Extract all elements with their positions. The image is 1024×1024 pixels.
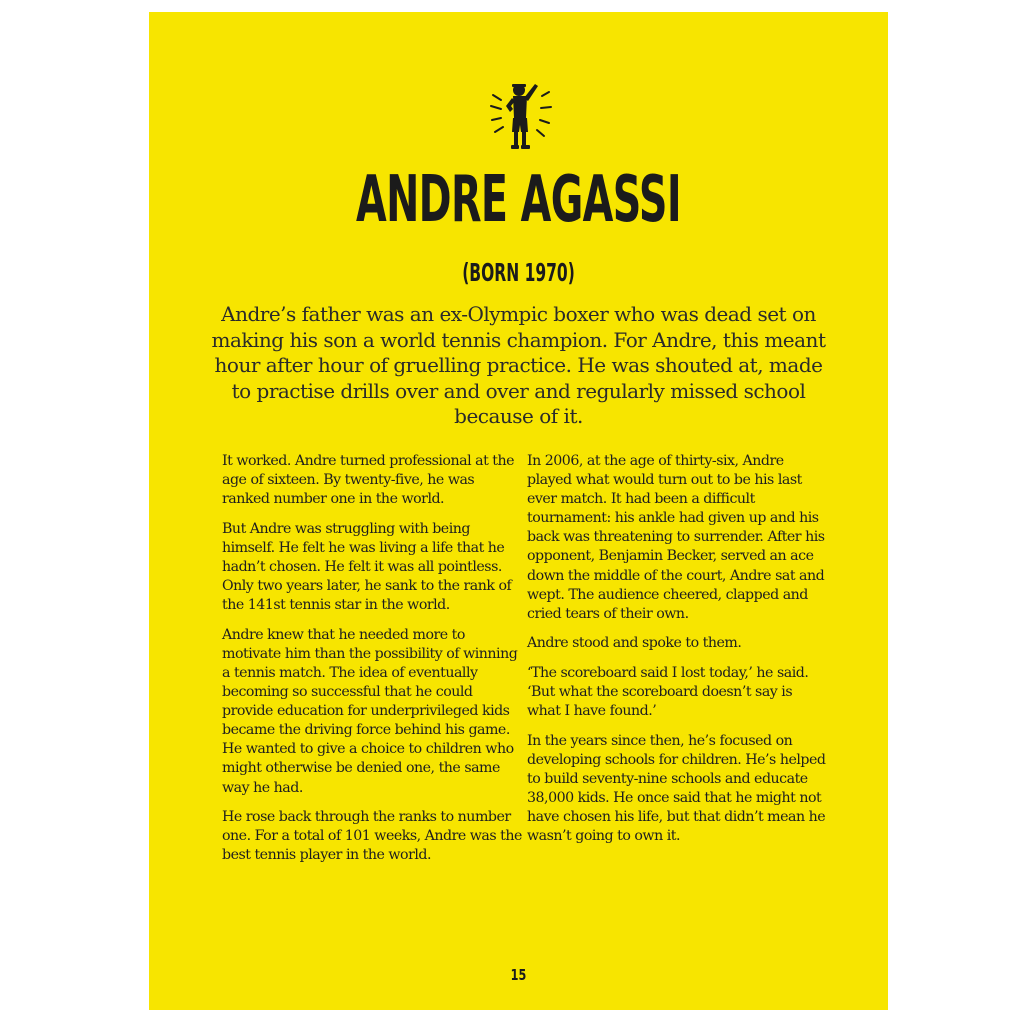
cheering-kid-icon xyxy=(485,76,555,160)
book-page xyxy=(149,12,888,1010)
page-title: ANDRE AGASSI xyxy=(355,163,682,237)
body-paragraph: In 2006, at the age of thirty-six, Andre played what would turn out to be his last ever match. It had been a difficult tournament: his ankle had given up and his back was threatening to surrender. After his opponent, Benjamin Becker, served an ace down the middle of the court, Andre sat and wept. The audience cheered, clapped and cried tears of their own. xyxy=(527,453,825,622)
body-paragraph: He rose back through the ranks to number one. For a total of 101 weeks, Andre was the best tennis player in the world. xyxy=(222,809,522,864)
body-paragraph: ‘The scoreboard said I lost today,’ he said. ‘But what the scoreboard doesn’t say is what I have found.’ xyxy=(527,664,809,720)
right-text-column xyxy=(527,452,827,857)
left-text-column xyxy=(222,452,522,876)
body-paragraph: It worked. Andre turned professional at the age of sixteen. By twenty-five, he was ranked number one in the world. xyxy=(222,453,515,508)
body-paragraph: But Andre was struggling with being himself. He felt he was living a life that he hadn’t chosen. He felt it was all pointless. Only two years later, he sank to the rank of the 141st tennis star in the world. xyxy=(222,520,512,614)
intro-paragraph: Andre’s father was an ex-Olympic boxer who was dead set on making his son a world tennis champion. For Andre, this meant hour after hour of gruelling practice. He was shouted at, made to practise drills over and over and regularly missed school because of it. xyxy=(211,302,826,428)
body-paragraph: Andre stood and spoke to them. xyxy=(527,635,742,652)
body-paragraph: In the years since then, he’s focused on developing schools for children. He’s helped to build seventy-nine schools and educate 38,000 kids. He once said that he might not have chosen his life, but that didn’t mean he wasn’t going to own it. xyxy=(527,732,826,845)
body-paragraph: Andre knew that he needed more to motivate him than the possibility of winning a tennis match. The idea of eventually becoming so successful that he could provide education for underprivileged kids became the driving force behind his game. He wanted to give a choice to children who might otherwise be denied one, the same way he had. xyxy=(222,626,518,796)
birth-year-subtitle: (BORN 1970) xyxy=(462,258,575,287)
page-number: 15 xyxy=(510,966,527,984)
